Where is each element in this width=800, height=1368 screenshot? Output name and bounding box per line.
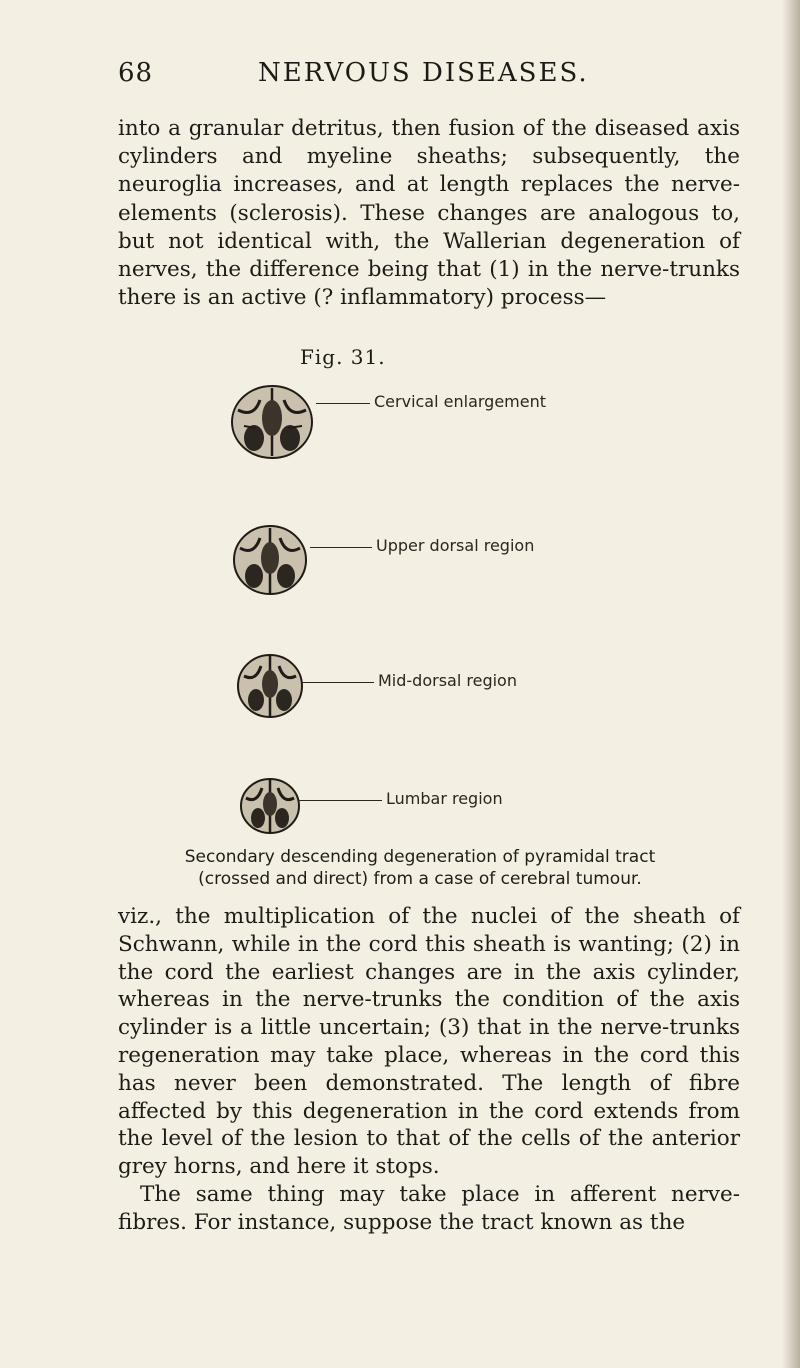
page-header [118,58,728,98]
body-paragraph-1: into a granular detritus, then fusion of the diseased axis cylinders and myeline sheaths; subsequently, the neuroglia increases, and at length replaces the nerve-elements (sclerosis). These changes are analogous to, but not identical with, the Wallerian degeneration of nerves, the difference being that (1) in the nerve-trunks there is an active (? inflammatory) process— [118,116,740,311]
cervical-cross-section-illustration [230,370,320,470]
page-edge-shadow [782,0,800,1368]
running-head: NERVOUS DISEASES. [258,58,589,88]
upper-dorsal-leader-line [310,547,372,548]
upper-dorsal-label: Upper dorsal region [376,536,535,555]
upper-dorsal-section [230,512,730,622]
upper-dorsal-cross-section-illustration [230,512,320,612]
cervical-leader-line [316,403,370,404]
lumbar-cross-section-illustration [230,756,320,856]
lumbar-label: Lumbar region [386,789,503,808]
cervical-label: Cervical enlargement [374,392,547,411]
mid-dorsal-label: Mid-dorsal region [378,671,517,690]
figure-label: Fig. 31. [300,345,386,369]
body-paragraph-2 [118,903,740,1237]
spinal-cord-figure [230,370,730,850]
mid-dorsal-cross-section-illustration [230,636,320,736]
caption-line-2: (crossed and direct) from a case of cerebral tumour. [198,869,642,889]
mid-dorsal-section [230,636,730,746]
page-number: 68 [118,58,154,88]
cervical-section [230,370,730,480]
paragraph-2-text: viz., the multiplication of the nuclei of the sheath of Schwann, while in the cord this sheath is wanting; (2) in the cord the earliest changes are in the axis cylinder, whereas in the nerve-trunks the condition of the axis cylinder is a little uncertain; (3) that in the nerve-trunks regeneration may take place, whereas in the cord this has never been demonstrated. The length of fibre affected by this degeneration in the cord extends from the level of the lesion to that of the cells of the anterior grey horns, and here it stops. [118,904,740,1180]
caption-line-1: Secondary descending degeneration of pyramidal tract [184,847,656,867]
lumbar-leader-line [298,800,382,801]
mid-dorsal-leader-line [302,682,374,683]
paragraph-3-text: The same thing may take place in afferent nerve-fibres. For instance, suppose the tract known as the [118,1181,740,1235]
figure-caption [100,846,740,890]
